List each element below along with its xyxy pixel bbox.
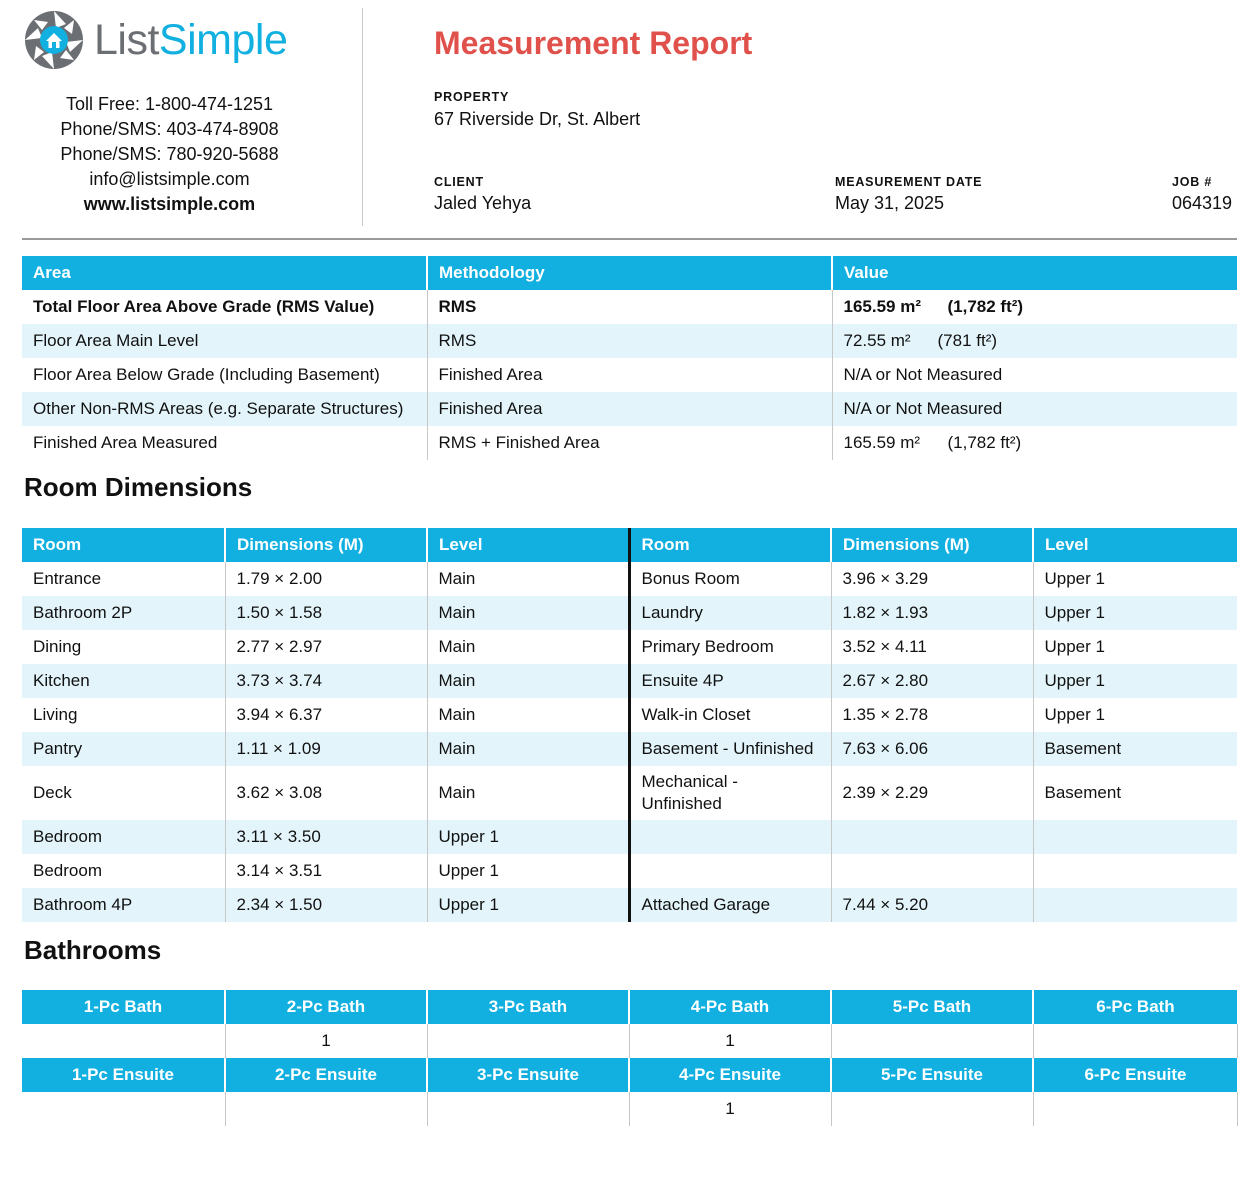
room-name-cell: Ensuite 4P (629, 664, 831, 698)
level-cell: Main (427, 664, 629, 698)
level-cell: Upper 1 (427, 854, 629, 888)
level-cell: Upper 1 (1033, 664, 1237, 698)
brand-logo (22, 8, 287, 72)
dimensions-cell: 3.96 × 3.29 (831, 562, 1033, 596)
value-cell (832, 426, 1237, 460)
room-dimensions-title: Room Dimensions (24, 472, 253, 502)
contact-block (22, 92, 317, 217)
value-cell (832, 290, 1237, 324)
level-cell: Main (427, 596, 629, 630)
methodology-cell: RMS + Finished Area (427, 426, 832, 460)
dimensions-cell: 1.35 × 2.78 (831, 698, 1033, 732)
ensuite-type-header: 5-Pc Ensuite (831, 1058, 1033, 1092)
ensuite-count-cell: 1 (629, 1092, 831, 1126)
value-metric: 165.59 m² (843, 297, 921, 316)
table-row (22, 854, 1237, 888)
room-name-cell: Basement - Unfinished (629, 732, 831, 766)
table-row (22, 630, 1237, 664)
brand-wordmark (94, 15, 288, 64)
measurement-date-value: May 31, 2025 (835, 193, 945, 213)
job-number-value: 064319 (1172, 193, 1233, 213)
header-divider (362, 8, 363, 226)
dimensions-cell: 3.14 × 3.51 (225, 854, 427, 888)
value-cell (832, 392, 1237, 426)
level-cell: Upper 1 (1033, 596, 1237, 630)
value-imperial: (781 ft²) (937, 331, 998, 350)
ensuite-count-cell (22, 1092, 225, 1126)
dimensions-cell: 1.11 × 1.09 (225, 732, 427, 766)
table-row (22, 820, 1237, 854)
level-cell: Main (427, 766, 629, 820)
report-title: Measurement Report (434, 25, 753, 61)
value-cell (832, 358, 1237, 392)
area-cell: Finished Area Measured (22, 426, 427, 460)
dimensions-cell (831, 820, 1033, 854)
level-cell: Upper 1 (1044, 569, 1105, 588)
value-imperial: (1,782 ft²) (947, 297, 1024, 316)
table-row (22, 766, 1237, 820)
table-row (22, 698, 1237, 732)
dimensions-cell: 2.77 × 2.97 (225, 630, 427, 664)
bath-count-cell (831, 1024, 1033, 1058)
ensuite-type-header: 4-Pc Ensuite (629, 1058, 831, 1092)
bath-count-cell: 1 (225, 1024, 427, 1058)
ensuite-count-cell (831, 1092, 1033, 1126)
room-name-cell: Bedroom (22, 854, 225, 888)
dimensions-cell: 1.50 × 1.58 (225, 596, 427, 630)
table-row (22, 392, 1237, 426)
bath-type-header: 3-Pc Bath (427, 990, 629, 1024)
level-cell: Upper 1 (427, 888, 629, 922)
level-cell: Main (427, 698, 629, 732)
column-header: Room (22, 528, 225, 562)
room-name-cell (629, 854, 831, 888)
room-name-cell: Dining (22, 630, 225, 664)
table-row (22, 324, 1237, 358)
room-name-cell: Kitchen (22, 664, 225, 698)
website-link[interactable]: www.listsimple.com (83, 194, 256, 214)
table-row (22, 290, 1237, 324)
table-row (22, 358, 1237, 392)
bathrooms-title: Bathrooms (24, 935, 162, 965)
area-cell: Total Floor Area Above Grade (RMS Value) (22, 290, 427, 324)
table-row (22, 562, 1237, 596)
room-name-cell: Bathroom 2P (22, 596, 225, 630)
ensuite-count-cell (427, 1092, 629, 1126)
bath-count-cell (1033, 1024, 1237, 1058)
level-cell: Main (427, 732, 629, 766)
bath-header-row (22, 1058, 1237, 1092)
column-header: Room (629, 528, 831, 562)
table-row (22, 664, 1237, 698)
ensuite-type-header: 2-Pc Ensuite (225, 1058, 427, 1092)
level-cell: Main (427, 562, 629, 596)
client-label: CLIENT (434, 175, 484, 189)
table-row (22, 888, 1237, 922)
level-cell: Basement (1044, 783, 1122, 802)
bath-count-cell (22, 1024, 225, 1058)
room-name-cell: Bathroom 4P (22, 888, 225, 922)
dimensions-cell: 3.11 × 3.50 (225, 820, 427, 854)
property-label: PROPERTY (434, 90, 510, 104)
room-table-header (22, 528, 1237, 562)
dimensions-cell: 3.62 × 3.08 (225, 766, 427, 820)
bath-type-header: 2-Pc Bath (225, 990, 427, 1024)
methodology-cell: Finished Area (427, 392, 832, 426)
level-cell (1033, 820, 1237, 854)
dimensions-cell: 3.73 × 3.74 (225, 664, 427, 698)
bath-value-row (22, 1024, 1237, 1058)
column-header: Level (1033, 528, 1237, 562)
dimensions-cell: 3.52 × 4.11 (831, 630, 1033, 664)
value-metric: 165.59 m² (843, 433, 921, 452)
room-name-cell: Deck (22, 766, 225, 820)
methodology-cell: Finished Area (427, 358, 832, 392)
bath-count-cell: 1 (629, 1024, 831, 1058)
level-cell: Upper 1 (1044, 705, 1105, 724)
column-header: Area (22, 256, 427, 290)
ensuite-type-header: 3-Pc Ensuite (427, 1058, 629, 1092)
room-name-cell: Entrance (22, 562, 225, 596)
ensuite-type-header: 1-Pc Ensuite (22, 1058, 225, 1092)
job-number-label: JOB # (1172, 175, 1213, 189)
brand-name-part2: Simple (158, 15, 288, 64)
room-name-cell: Laundry (629, 596, 831, 630)
dimensions-cell: 3.94 × 6.37 (225, 698, 427, 732)
bath-type-header: 1-Pc Bath (22, 990, 225, 1024)
area-cell: Floor Area Main Level (22, 324, 427, 358)
bath-type-header: 5-Pc Bath (831, 990, 1033, 1024)
dimensions-cell: 2.34 × 1.50 (225, 888, 427, 922)
bath-type-header: 6-Pc Bath (1033, 990, 1237, 1024)
value-metric: N/A or Not Measured (843, 399, 1003, 418)
bathrooms-table (22, 990, 1238, 1126)
room-name-cell: Bedroom (22, 820, 225, 854)
bath-header-row (22, 990, 1237, 1024)
bath-type-header: 4-Pc Bath (629, 990, 831, 1024)
phone-number-1: Phone/SMS: 403-474-8908 (60, 119, 279, 139)
camera-aperture-house-icon (22, 8, 86, 72)
toll-free-number: Toll Free: 1-800-474-1251 (65, 94, 274, 114)
dimensions-cell: 7.63 × 6.06 (831, 732, 1033, 766)
header-rule (22, 238, 1237, 240)
column-header: Value (832, 256, 1237, 290)
property-value: 67 Riverside Dr, St. Albert (434, 109, 641, 129)
room-name-cell: Pantry (22, 732, 225, 766)
column-header: Dimensions (M) (831, 528, 1033, 562)
dimensions-cell: 7.44 × 5.20 (831, 888, 1033, 922)
area-table-header (22, 256, 1237, 290)
ensuite-count-cell (1033, 1092, 1237, 1126)
ensuite-type-header: 6-Pc Ensuite (1033, 1058, 1237, 1092)
room-name-cell: Bonus Room (629, 562, 831, 596)
area-cell: Floor Area Below Grade (Including Basement) (22, 358, 427, 392)
column-header: Level (427, 528, 629, 562)
area-cell: Other Non-RMS Areas (e.g. Separate Structures) (22, 392, 427, 426)
value-metric: N/A or Not Measured (843, 365, 1003, 384)
value-metric: 72.55 m² (843, 331, 911, 350)
room-dimensions-table (22, 528, 1237, 922)
value-cell (832, 324, 1237, 358)
room-name-cell (629, 820, 831, 854)
level-cell: Upper 1 (427, 820, 629, 854)
table-row (22, 596, 1237, 630)
room-name-cell: Primary Bedroom (629, 630, 831, 664)
methodology-cell: RMS (427, 324, 832, 358)
room-name-cell: Living (22, 698, 225, 732)
dimensions-cell: 2.39 × 2.29 (831, 766, 1033, 820)
level-cell: Main (427, 630, 629, 664)
area-table (22, 256, 1237, 460)
value-imperial: (1,782 ft²) (947, 433, 1022, 452)
room-name-cell: Walk-in Closet (629, 698, 831, 732)
level-cell: Basement (1033, 732, 1237, 766)
client-value: Jaled Yehya (434, 193, 532, 213)
table-row (22, 426, 1237, 460)
measurement-date-label: MEASUREMENT DATE (835, 175, 983, 189)
level-cell: Upper 1 (1044, 637, 1105, 656)
dimensions-cell (831, 854, 1033, 888)
dimensions-cell: 1.79 × 2.00 (225, 562, 427, 596)
column-header: Methodology (427, 256, 832, 290)
phone-number-2: Phone/SMS: 780-920-5688 (60, 144, 279, 164)
room-name-cell: Mechanical - Unfinished (629, 766, 831, 820)
room-name-cell: Attached Garage (629, 888, 831, 922)
level-cell (1033, 854, 1237, 888)
methodology-cell: RMS (427, 290, 832, 324)
bath-value-row (22, 1092, 1237, 1126)
column-header: Dimensions (M) (225, 528, 427, 562)
email-address[interactable]: info@listsimple.com (89, 169, 250, 189)
brand-name-part1: List (94, 15, 159, 64)
level-cell (1033, 888, 1237, 922)
ensuite-count-cell (225, 1092, 427, 1126)
table-row (22, 732, 1237, 766)
bath-count-cell (427, 1024, 629, 1058)
dimensions-cell: 1.82 × 1.93 (831, 596, 1033, 630)
dimensions-cell: 2.67 × 2.80 (831, 664, 1033, 698)
